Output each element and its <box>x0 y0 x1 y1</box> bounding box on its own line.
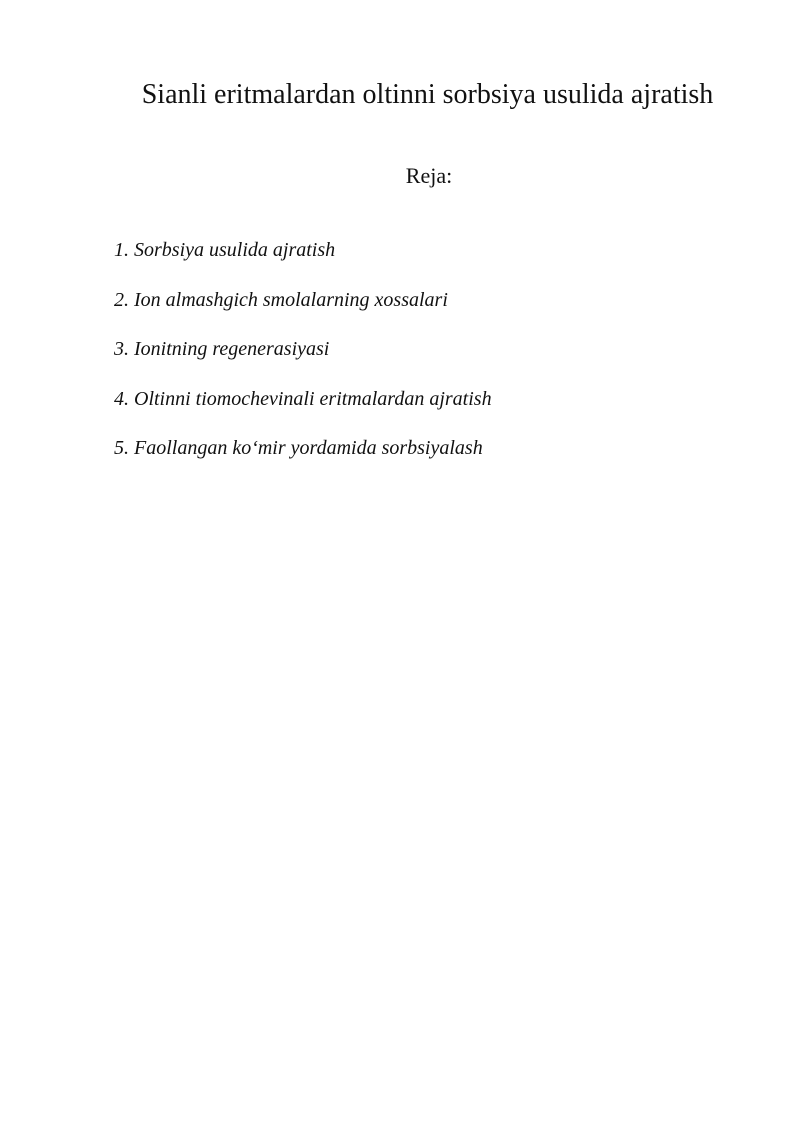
document-title: Sianli eritmalardan oltinni sorbsiya usulida ajratish <box>141 79 714 110</box>
plan-item-3: 3. Ionitning regenerasiyasi <box>114 338 330 360</box>
plan-heading: Reja: <box>405 163 453 188</box>
plan-item-4: 4. Oltinni tiomochevinali eritmalardan ajratish <box>114 387 492 410</box>
plan-item-1: 1. Sorbsiya usulida ajratish <box>114 239 336 261</box>
plan-list <box>114 236 492 484</box>
plan-item-5: 5. Faollangan ko‘mir yordamida sorbsiyalash <box>114 437 483 459</box>
plan-item-2: 2. Ion almashgich smolalarning xossalari <box>114 288 448 311</box>
